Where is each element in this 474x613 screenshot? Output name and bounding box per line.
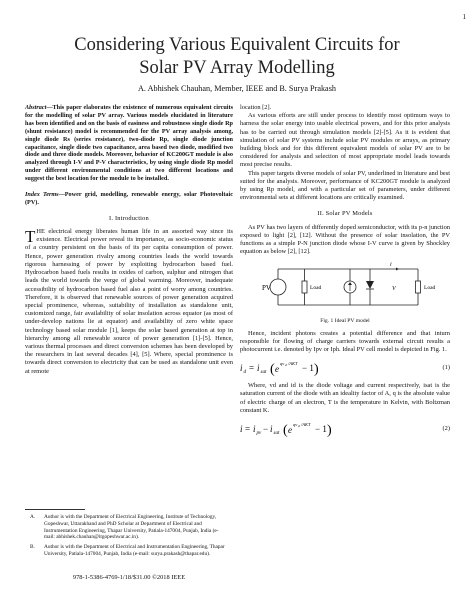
pv-source-symbol [270, 279, 286, 295]
load-resistor-right [416, 281, 421, 293]
circuit-diagram [240, 259, 450, 315]
svg-text:i: i [240, 363, 243, 374]
paragraph-2: As various efforts are still under process to identify most optimum ways to harness the solar energy into usable electrical powers, and for this prior analysis has to be carried out through simulation models [2]-[5]. As it is evident that simulation of solar PV systems include solar PV modules or arrays, as primary building block and for this different equivalent models of solar PV are to be considered for analysis and selection of most appropriate model leads towards most precise results. [240, 112, 450, 169]
svg-text:− 1: − 1 [302, 363, 314, 374]
index-terms [25, 191, 233, 207]
current-arrow [396, 268, 399, 271]
svg-text:i: i [240, 424, 243, 435]
continued-paragraph: location [2]. [240, 104, 272, 111]
footnote-mark: A. [30, 514, 36, 520]
equation-2-number: (2) [442, 424, 450, 432]
load-label-right: Load [424, 285, 436, 292]
load-resistor-left [302, 281, 307, 293]
svg-text:=: = [249, 363, 255, 374]
equation-1 [240, 358, 450, 378]
footnote-b [30, 544, 228, 558]
equation-2 [240, 419, 450, 439]
index-terms-text: —Power grid, modelling, renewable energy, solar Photovoltaic (PV). [25, 191, 233, 206]
title-line-2: Solar PV Array Modelling [139, 58, 335, 78]
svg-text:i: i [257, 363, 260, 374]
footnote-text: Author is with the Department of Electrical Engineering, Institute of Technology, Gopeshwar, Uttarakhand and PhD Scholar at Department of Electrical and Instrumentation Engineering, Thapar University, Patiala-147004, Punjab, India (e-mail: abhishek.chauhan@itgopeshwar.ac.in). [44, 514, 219, 541]
svg-text:− 1: − 1 [315, 424, 327, 435]
footnote-mark: B. [30, 544, 35, 551]
index-terms-label: Index Terms [25, 191, 59, 199]
svg-text:sat: sat [260, 370, 267, 376]
abstract-text: —This paper elaborates the existence of numerous equivalent circuits for the modelling of solar PV array. Various models elucidated in literature has been identified and on the basis of easiness and robustness single diode Rp (shunt resistance) model is recommended for the PV array analysis among, single diode Rs (series resistance), two-diode Rp, single diode junction capacitance, single diode two capacitance, area based two diode, modified two diode and three diode models. Moreover, behavior of KC200GT module is also analyzed through I-V and P-V characteristics, by using single diode Rp model under different environmental conditions at two different locations and suggest the best location for the module to be installed. [25, 104, 233, 183]
footnote-rule [25, 509, 85, 510]
svg-text:e: e [275, 364, 279, 375]
section-heading-introduction: I. Introduction [109, 214, 149, 222]
svg-text:qv: qv [293, 422, 298, 428]
footnote-a [30, 514, 228, 541]
paragraph-6: Where, vd and id is the diode voltage and current respectively, isat is the saturation current of the diode with an ideality factor of A, q is the absolute value of electric charge of an electron, T is the temperature in Kelvin, with Boltzman constant K. [240, 382, 450, 414]
footnotes [30, 514, 228, 558]
author-line: A. Abhishek Chauhan, Member, IEEE and B. Surya Prakash [138, 84, 336, 93]
svg-text:pv: pv [256, 431, 262, 437]
svg-text:(: ( [283, 423, 288, 439]
svg-text:d: d [298, 424, 300, 429]
abstract [25, 104, 233, 183]
figure-ideal-pv-model [240, 259, 450, 315]
svg-text:d: d [285, 363, 287, 368]
paragraph-4: As PV has two layers of differently doped semiconductor, with its p-n junction exposed to light [2], [12]. Without the presence of solar insolation, the PV functions as a simple P-N junction diode whose I-V curve is given by Shockley equation as below [2], [12]. [240, 223, 450, 256]
svg-text:i: i [253, 424, 256, 435]
diode-symbol [366, 281, 374, 289]
svg-text:(: ( [270, 362, 275, 378]
copyright-line: 978-1-5386-4769-1/18/$31.00 ©2018 IEEE [72, 574, 186, 581]
title-line-1: Considering Various Equivalent Circuits for [74, 35, 400, 55]
svg-text:): ) [327, 423, 332, 439]
load-label-left: Load [310, 285, 322, 292]
section-heading-models: II. Solar PV Models [317, 210, 373, 218]
voltage-label: V [392, 286, 396, 293]
equation-1-formula [240, 358, 350, 378]
abstract-label: Abstract [25, 104, 47, 111]
intro-paragraph [25, 228, 233, 376]
svg-text:): ) [314, 362, 319, 378]
svg-text:−: − [263, 424, 269, 435]
paragraph-3: This paper targets diverse models of solar PV, underlined in literature and best suited for the analysis. Moreover, performance of KC200GT module is analyzed by using Rp model, and with a particular set of parameters, under different environmental sets at different locations are critically examined. [240, 169, 450, 202]
equation-2-formula [240, 419, 350, 439]
svg-text:/AKT: /AKT [301, 422, 311, 428]
svg-text:sat: sat [273, 431, 280, 437]
svg-text:qv: qv [280, 361, 285, 367]
drop-cap: T [25, 227, 36, 247]
paragraph-5: Hence, incident photons creates a potential difference and that inturn responsible for flowing of charge carriers towards external circuit results a photocurrent i.e. denoted by Ipv or Iph. Ideal PV cell model is depicted in Fig. 1. [240, 329, 450, 354]
footnote-text: Author is with the Department of Electrical and Instrumentation Engineering, Thapar University, Patiala-147004, Punjab, India (e-mail: surya.prakash@thapar.edu). [44, 544, 225, 557]
left-column [25, 104, 233, 376]
page-number: 1 [462, 13, 466, 21]
paper-title [0, 34, 474, 80]
svg-text:i: i [270, 424, 273, 435]
right-column [240, 104, 450, 443]
svg-text:d: d [243, 370, 246, 376]
equation-1-number: (1) [442, 364, 450, 372]
svg-text:/AKT: /AKT [288, 361, 298, 367]
figure-caption: Fig. 1 Ideal PV model [320, 318, 370, 325]
intro-text: HE electrical energy liberates human life in an assorted way since its existence. Electrical power reveal its importance, as socio-economic status of a country persistent on the basis of its per capita consumption of power. Hence, power generation rivalry among countries leads the world towards rigorous harnessing of power by exploiting hydrocarbon based fuel. Hydrocarbon based fuels results in oxides of carbon, sulphur and nitrogen that leads the world towards the verge of global warming. Moreover, inadequate accessibility of hydrocarbon based fuel also a point of worry among countries. Therefore, it is observed that renewable sources of power generation acquired special prominence, whereas, suitability of installation as standalone unit, customized range, fair availability of solar insolation across equator (as most of under-develop nations lie at equator) and availability of zero white space technology based solar module [1], keeps the solar based generation at top in hierarchy among all renewable source of power generation [1]-[5]. Hence, various thermal processes and direct conversion schemes has been developed by the researchers in last several decades [4], [5]. Where, special prominence is towards direct conversion to electricity that can be used as standalone unit even at remote [25, 228, 233, 375]
svg-text:=: = [245, 424, 251, 435]
svg-text:e: e [288, 425, 292, 436]
current-label: i [390, 262, 392, 269]
pv-label: PV [262, 284, 271, 293]
